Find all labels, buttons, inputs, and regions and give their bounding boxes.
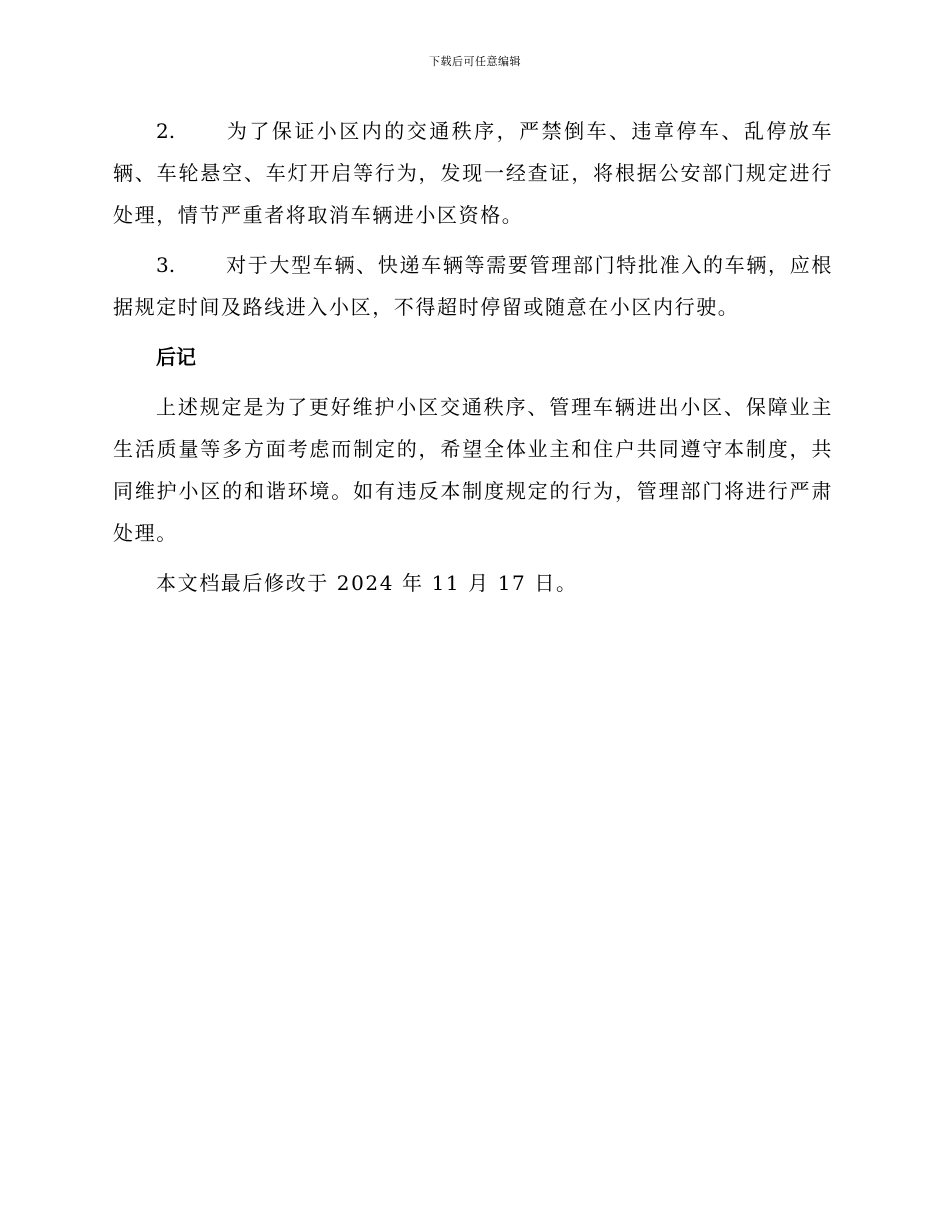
- afterword-paragraph: 上述规定是为了更好维护小区交通秩序、管理车辆进出小区、保障业主生活质量等多方面考虑而制定的，希望全体业主和住户共同遵守本制度，共同维护小区的和谐环境。如有违反本制度规定的行为，管理部门将进行严肃处理。: [113, 395, 833, 545]
- last-modified-note: 本文档最后修改于 2024 年 11 月 17 日。: [156, 571, 578, 595]
- document-body: [113, 110, 833, 612]
- page-header-note: 下载后可任意编辑: [429, 55, 521, 68]
- afterword-heading: 后记: [156, 345, 196, 369]
- list-item-3: [113, 244, 833, 328]
- list-item-3-text: 对于大型车辆、快递车辆等需要管理部门特批准入的车辆，应根据规定时间及路线进入小区，不得超时停留或随意在小区内行驶。: [113, 253, 833, 319]
- list-item-2: [113, 110, 833, 236]
- list-item-2-text: 为了保证小区内的交通秩序，严禁倒车、违章停车、乱停放车辆、车轮悬空、车灯开启等行为，发现一经查证，将根据公安部门规定进行处理，情节严重者将取消车辆进小区资格。: [113, 119, 833, 227]
- list-item-3-number: 3.: [156, 253, 176, 277]
- list-item-2-number: 2.: [156, 119, 176, 143]
